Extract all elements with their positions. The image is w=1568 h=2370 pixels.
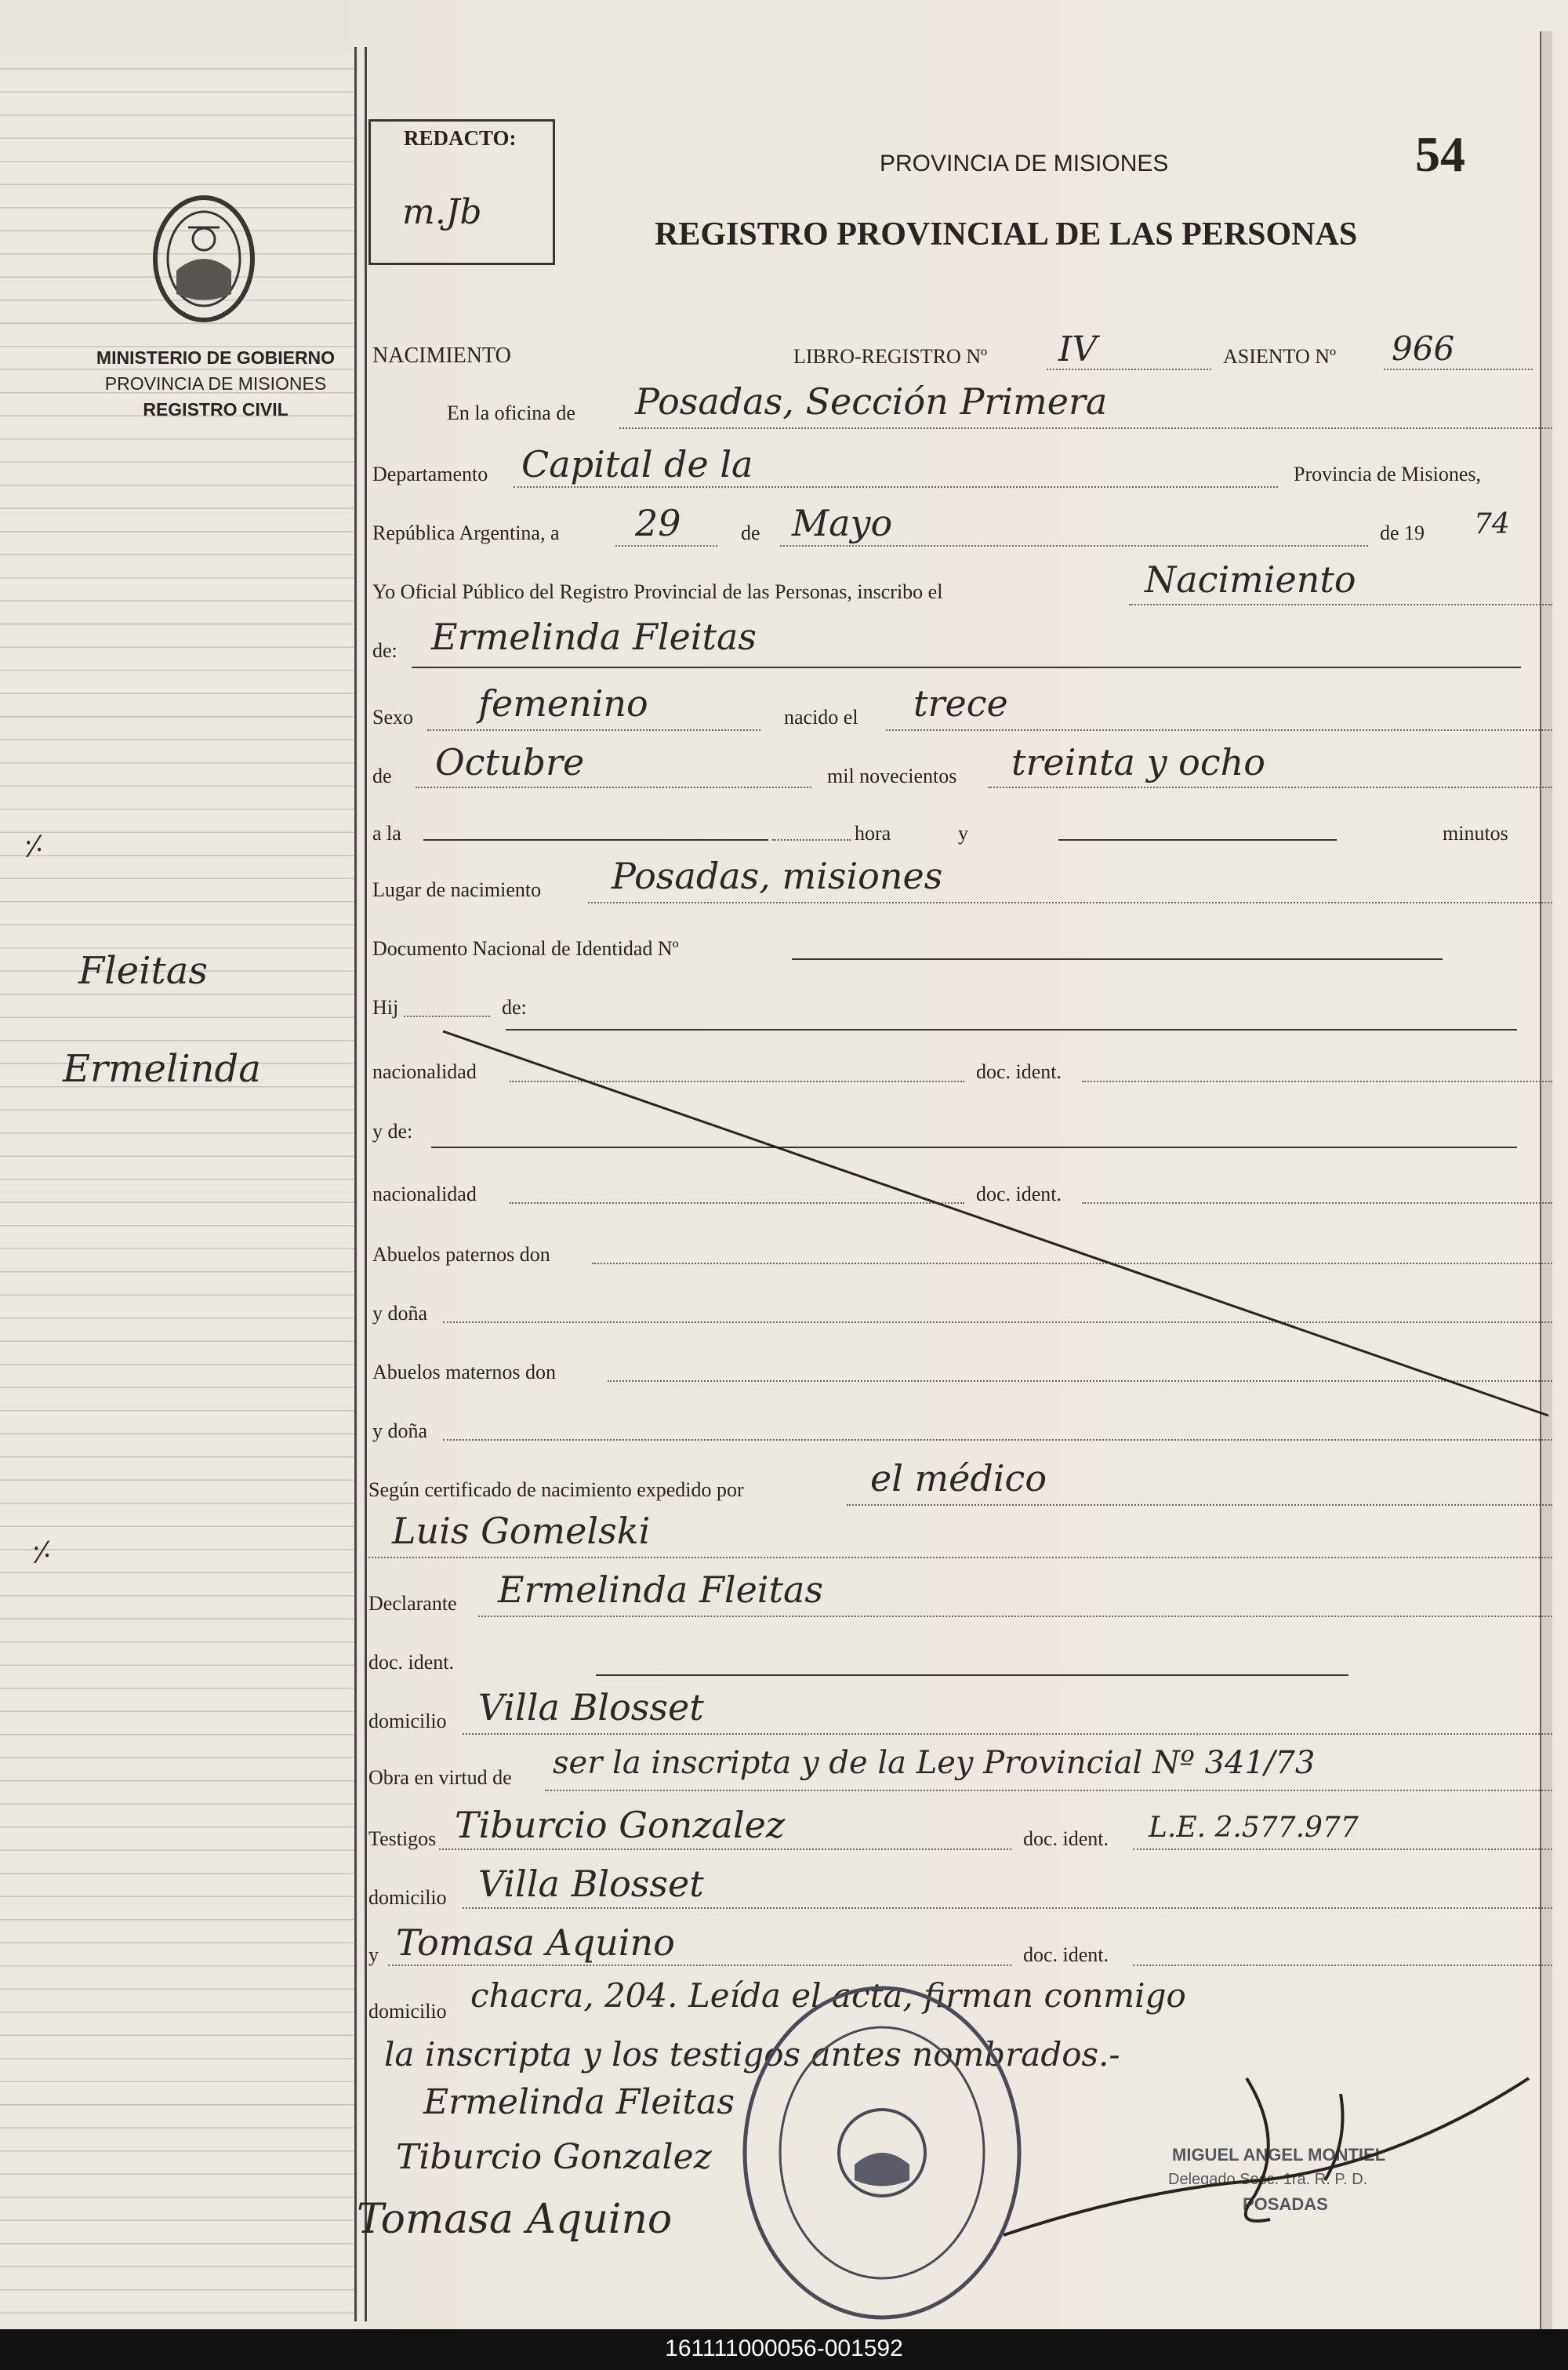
docident3-line xyxy=(596,1674,1348,1676)
docident3-label: doc. ident. xyxy=(368,1651,455,1674)
official-city: POSADAS xyxy=(1243,2194,1328,2214)
departamento-line xyxy=(514,486,1278,488)
margin-note-given: Ermelinda xyxy=(63,1047,261,1091)
segun-label: Según certificado de nacimiento expedido por xyxy=(368,1478,744,1501)
nacionalidad2-label: nacionalidad xyxy=(372,1183,477,1205)
docident2-label: doc. ident. xyxy=(976,1183,1062,1205)
ministry-line2: PROVINCIA DE MISIONES xyxy=(104,373,327,394)
name-value: Ermelinda Fleitas xyxy=(431,616,757,658)
official-role: Delegado Secc. 1ra. R. P. D. xyxy=(1168,2171,1368,2188)
lugar-value: Posadas, misiones xyxy=(612,855,943,897)
margin-note-surname: Fleitas xyxy=(78,949,208,993)
ydona2-line xyxy=(443,1439,1552,1441)
nacionalidad-label: nacionalidad xyxy=(372,1060,477,1083)
redacto-box xyxy=(368,119,555,265)
registry-title: REGISTRO PROVINCIAL DE LAS PERSONAS xyxy=(655,216,1358,253)
ydona2-label: y doña xyxy=(372,1419,428,1442)
cancellation-strike xyxy=(439,1027,1552,1419)
day-value: 29 xyxy=(635,502,681,544)
sexo-value: femenino xyxy=(478,682,648,725)
lugar-label: Lugar de nacimiento xyxy=(372,878,542,901)
medico-line xyxy=(368,1557,1552,1558)
domicilio3-value: chacra, 204. Leída el acta, firman conmigo xyxy=(470,1976,1186,2015)
ala-dotline xyxy=(772,839,851,841)
day-line xyxy=(615,545,717,547)
declarante-value: Ermelinda Fleitas xyxy=(498,1568,824,1611)
domicilio3-label: domicilio xyxy=(368,2000,447,2023)
declarante-line xyxy=(478,1616,1552,1617)
testigo1-line xyxy=(439,1848,1011,1850)
document-code: 161111000056-001592 xyxy=(665,2335,903,2361)
hij-dotline xyxy=(404,1016,490,1017)
ala-label: a la xyxy=(372,822,401,845)
oficina-line xyxy=(619,427,1552,429)
domicilio2-value: Villa Blosset xyxy=(478,1863,704,1905)
domicilio2-label: domicilio xyxy=(368,1886,447,1909)
ministry-line1: MINISTERIO DE GOBIERNO xyxy=(96,347,336,368)
minutos-label: minutos xyxy=(1443,822,1508,845)
libro-line xyxy=(1047,369,1211,370)
oficina-value: Posadas, Sección Primera xyxy=(635,380,1108,423)
testigo1-doc: L.E. 2.577.977 xyxy=(1149,1812,1359,1844)
mil-value: treinta y ocho xyxy=(1011,741,1265,783)
year-value: 74 xyxy=(1474,508,1510,540)
month-line xyxy=(780,545,1368,547)
name-line xyxy=(412,667,1521,668)
segun-value: el médico xyxy=(870,1457,1047,1499)
margin-tick-mark: ⸓ xyxy=(24,829,45,864)
province-heading: PROVINCIA DE MISIONES xyxy=(880,151,1169,176)
medico-value: Luis Gomelski xyxy=(392,1510,651,1552)
margin-divider-line xyxy=(354,47,357,2321)
nacido-line xyxy=(886,729,1552,731)
year-label: de 19 xyxy=(1380,522,1425,544)
yde-label: y de: xyxy=(372,1120,413,1143)
asiento-line xyxy=(1384,369,1533,370)
signature-3: Tomasa Aquino xyxy=(357,2196,673,2243)
hij-de-label: de: xyxy=(502,996,527,1019)
ydona1-label: y doña xyxy=(372,1302,428,1325)
docident-label: doc. ident. xyxy=(976,1060,1062,1083)
inscribo-line xyxy=(1129,604,1552,605)
obra-line xyxy=(545,1790,1552,1791)
y-label: y xyxy=(958,822,968,845)
official-name: MIGUEL ANGEL MONTIEL xyxy=(1172,2145,1386,2165)
de-label-2: de xyxy=(372,765,392,787)
sexo-line xyxy=(427,729,760,731)
segun-line xyxy=(847,1504,1552,1506)
mil-line xyxy=(988,787,1552,788)
inscribo-value: Nacimiento xyxy=(1145,558,1356,601)
nacido-value: trece xyxy=(913,682,1008,725)
page-number: 54 xyxy=(1415,126,1465,182)
asiento-label: ASIENTO Nº xyxy=(1223,345,1337,368)
official-signature-scribble xyxy=(988,2031,1537,2282)
libro-label: LIBRO-REGISTRO Nº xyxy=(793,345,988,368)
hij-label: Hij xyxy=(372,996,399,1019)
domicilio2-line xyxy=(463,1907,1552,1909)
testigo1-value: Tiburcio Gonzalez xyxy=(455,1804,786,1846)
abuelos-maternos-label: Abuelos maternos don xyxy=(372,1361,556,1383)
dni-line xyxy=(792,958,1443,960)
domicilio1-value: Villa Blosset xyxy=(478,1686,704,1728)
minutos-line xyxy=(1058,839,1337,841)
de-name-label: de: xyxy=(372,639,397,662)
oficina-label: En la oficina de xyxy=(447,402,575,424)
departamento-label: Departamento xyxy=(372,463,488,485)
testigos-label: Testigos xyxy=(368,1827,437,1850)
oficial-text: Yo Oficial Público del Registro Provincial de las Personas, inscribo el xyxy=(372,580,943,603)
ministry-line3: REGISTRO CIVIL xyxy=(143,399,289,420)
de-label-1: de xyxy=(741,522,760,544)
abuelos-paternos-label: Abuelos paternos don xyxy=(372,1243,550,1266)
nacido-label: nacido el xyxy=(784,706,858,729)
margin-top-band xyxy=(0,0,354,55)
mes-value: Octubre xyxy=(435,741,585,783)
dni-label: Documento Nacional de Identidad Nº xyxy=(372,937,679,960)
docident5-label: doc. ident. xyxy=(1023,1943,1109,1966)
provincia-suffix: Provincia de Misiones, xyxy=(1294,463,1482,485)
redacto-label: REDACTO: xyxy=(404,126,517,150)
month-value: Mayo xyxy=(792,502,893,544)
departamento-value: Capital de la xyxy=(521,443,753,485)
lugar-line xyxy=(588,902,1552,903)
closing-value: la inscripta y los testigos antes nombrados.- xyxy=(384,2035,1120,2074)
signature-2: Tiburcio Gonzalez xyxy=(396,2137,712,2177)
asiento-value: 966 xyxy=(1392,329,1455,368)
ala-line xyxy=(423,839,768,841)
sexo-label: Sexo xyxy=(372,706,413,729)
redacto-value: m.Jb xyxy=(402,192,482,232)
docident5-line xyxy=(1133,1965,1552,1966)
coat-of-arms-icon xyxy=(145,192,263,329)
domicilio1-label: domicilio xyxy=(368,1710,447,1732)
declarante-label: Declarante xyxy=(368,1592,457,1615)
obra-value: ser la inscripta y de la Ley Provincial Nº 341/73 xyxy=(553,1745,1316,1781)
y2-label: y xyxy=(368,1943,379,1966)
testigo1-doc-line xyxy=(1133,1848,1552,1850)
margin-tick-mark-2: ⸓ xyxy=(31,1535,53,1570)
republica-label: República Argentina, a xyxy=(372,522,560,544)
signature-1: Ermelinda Fleitas xyxy=(423,2082,735,2122)
margin-divider-line-inner xyxy=(365,47,367,2321)
mil-label: mil novecientos xyxy=(827,765,957,787)
ministry-block xyxy=(86,345,345,423)
hora-label: hora xyxy=(855,822,891,845)
testigo2-line xyxy=(388,1965,1011,1966)
domicilio1-line xyxy=(463,1733,1552,1735)
obra-label: Obra en virtud de xyxy=(368,1766,512,1789)
mes-line xyxy=(416,787,811,788)
record-type: NACIMIENTO xyxy=(372,344,511,368)
libro-value: IV xyxy=(1058,329,1098,369)
testigo2-value: Tomasa Aquino xyxy=(396,1921,675,1964)
docident4-label: doc. ident. xyxy=(1023,1827,1109,1850)
